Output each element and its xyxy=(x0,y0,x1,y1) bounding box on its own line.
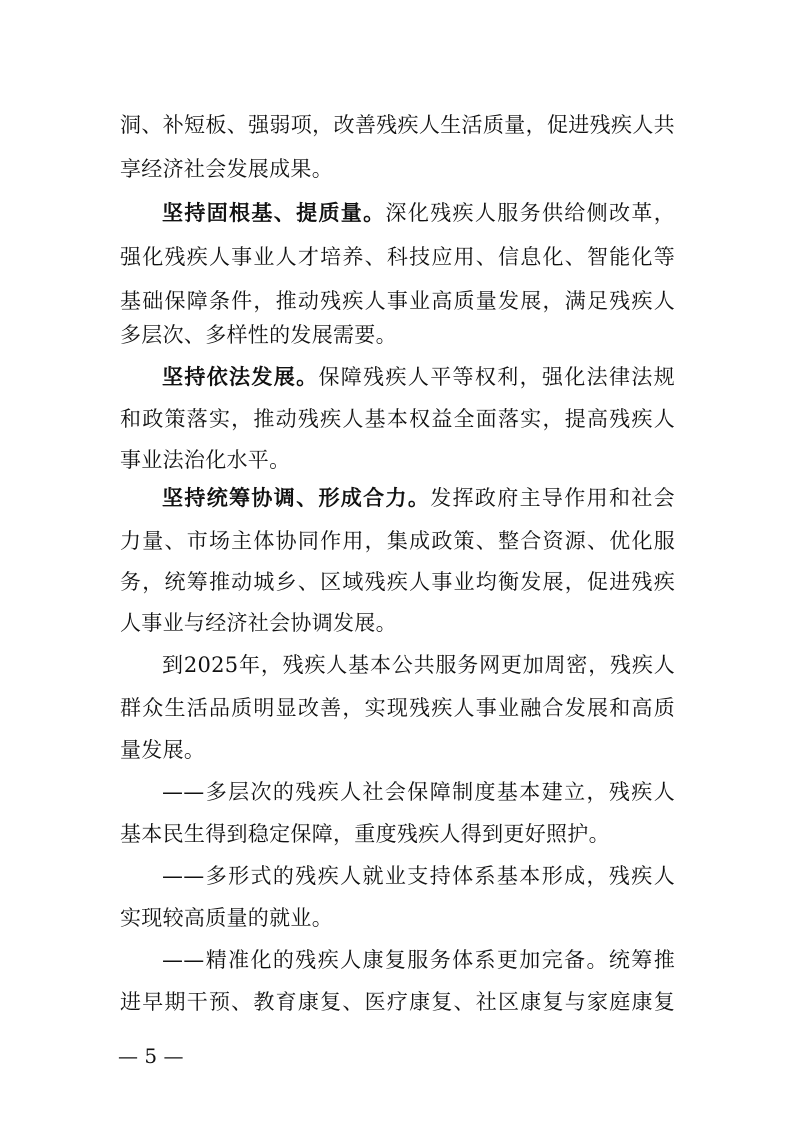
body-line: 事业法治化水平。 xyxy=(120,448,291,472)
goal-item-first-line: ——多层次的残疾人社会保障制度基本建立，残疾人 xyxy=(162,780,675,804)
paragraph-first-line xyxy=(162,484,675,512)
body-text: 发挥政府主导作用和社会 xyxy=(430,486,675,510)
page-number: — 5 — xyxy=(118,1044,184,1068)
body-line: 基本民生得到稳定保障，重度残疾人得到更好照护。 xyxy=(120,822,610,846)
body-line: 人事业与经济社会协调发展。 xyxy=(120,611,397,635)
body-line: 力量、市场主体协同作用，集成政策、整合资源、优化服 xyxy=(120,529,675,553)
paragraph-heading: 坚持统筹协调、形成合力。 xyxy=(162,486,431,510)
body-line: 多层次、多样性的发展需要。 xyxy=(120,323,397,347)
body-text: 深化残疾人服务供给侧改革， xyxy=(385,201,675,225)
body-line: 群众生活品质明显改善，实现残疾人事业融合发展和高质 xyxy=(120,696,675,720)
paragraph-heading: 坚持依法发展。 xyxy=(162,365,319,389)
body-line: 进早期干预、教育康复、医疗康复、社区康复与家庭康复 xyxy=(120,990,675,1014)
body-line: 享经济社会发展成果。 xyxy=(120,157,333,181)
body-text: 保障残疾人平等权利，强化法律法规 xyxy=(318,365,675,389)
body-line: 实现较高质量的就业。 xyxy=(120,906,333,930)
goal-item-first-line: ——多形式的残疾人就业支持体系基本形成，残疾人 xyxy=(162,864,675,888)
body-line: 和政策落实，推动残疾人基本权益全面落实，提高残疾人 xyxy=(120,407,675,431)
paragraph-first-line xyxy=(162,363,675,391)
goal-item-first-line: ——精准化的残疾人康复服务体系更加完备。统筹推 xyxy=(162,948,675,972)
body-line: 洞、补短板、强弱项，改善残疾人生活质量，促进残疾人共 xyxy=(120,113,675,137)
body-line: 强化残疾人事业人才培养、科技应用、信息化、智能化等 xyxy=(120,245,675,269)
year-number: 2025 xyxy=(183,653,239,677)
paragraph-first-line xyxy=(162,651,675,679)
body-text: 到 xyxy=(162,653,184,677)
body-line: 基础保障条件，推动残疾人事业高质量发展，满足残疾人 xyxy=(120,289,675,313)
paragraph-heading: 坚持固根基、提质量。 xyxy=(162,201,386,225)
body-line: 量发展。 xyxy=(120,738,206,762)
body-line: 务，统筹推动城乡、区域残疾人事业均衡发展，促进残疾 xyxy=(120,570,675,594)
paragraph-first-line xyxy=(162,199,675,227)
body-text: 年，残疾人基本公共服务网更加周密，残疾人 xyxy=(238,653,675,677)
